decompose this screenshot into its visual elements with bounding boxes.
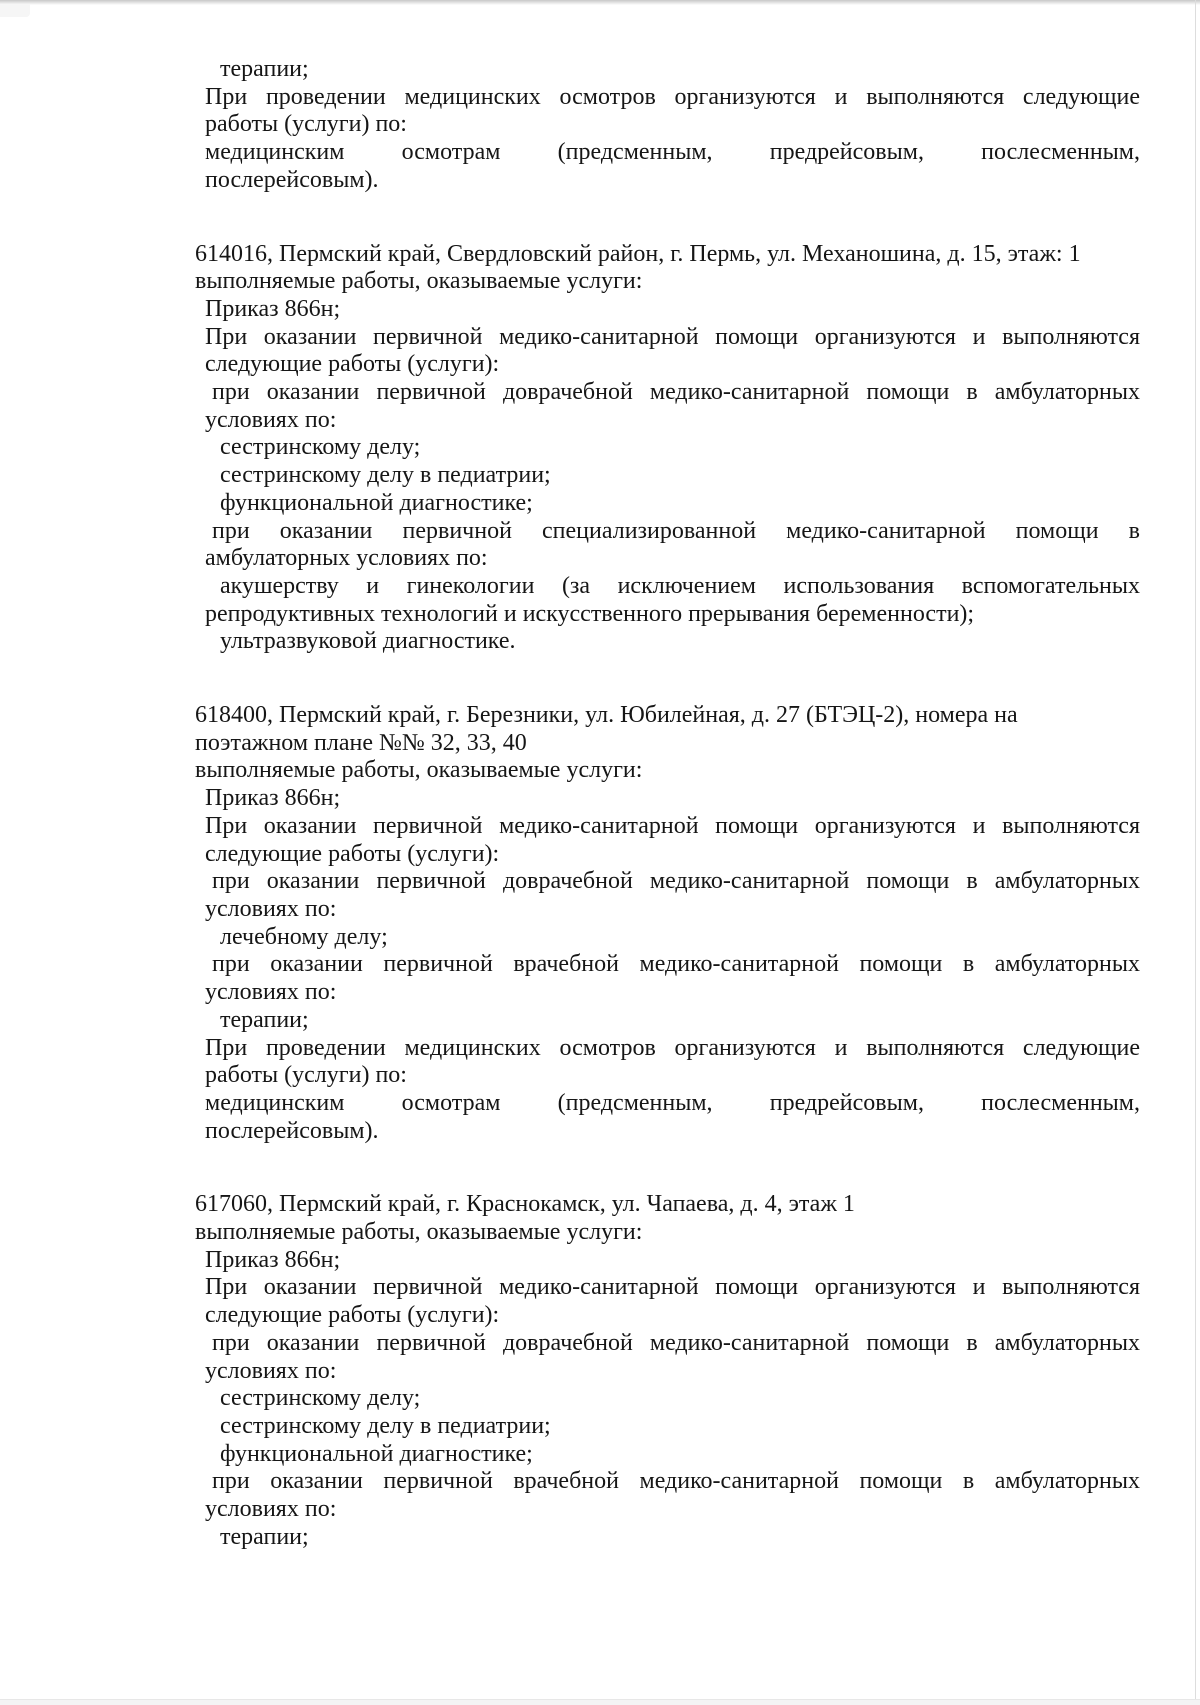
text-line: послерейсовым). xyxy=(205,166,379,193)
text-line: сестринскому делу в педиатрии; xyxy=(220,1412,551,1439)
text-line: амбулаторных условиях по: xyxy=(205,545,488,572)
text-line: акушерству и гинекологии (за исключением использования вспомогательных xyxy=(220,572,1140,599)
text-line: При проведении медицинских осмотров организуются и выполняются следующие xyxy=(205,1034,1140,1061)
text-line: условиях по: xyxy=(205,1357,337,1384)
text-line: терапии; xyxy=(220,1523,309,1550)
text-line: поэтажном плане №№ 32, 33, 40 xyxy=(195,729,527,756)
previous-site-services-continuation xyxy=(193,56,1140,195)
text-line: условиях по: xyxy=(205,1496,337,1523)
text-line: послерейсовым). xyxy=(205,1117,379,1144)
text-line: Приказ 866н; xyxy=(205,295,341,322)
text-line: при оказании первичной доврачебной медико-санитарной помощи в амбулаторных xyxy=(212,379,1140,406)
text-line: условиях по: xyxy=(205,406,337,433)
text-line: ультразвуковой диагностике. xyxy=(220,628,516,655)
text-line: при оказании первичной доврачебной медико-санитарной помощи в амбулаторных xyxy=(212,1329,1140,1356)
text-line: лечебному делу; xyxy=(220,923,388,950)
text-line: при оказании первичной специализированной медико-санитарной помощи в xyxy=(212,517,1140,544)
text-line: выполняемые работы, оказываемые услуги: xyxy=(195,1219,643,1246)
text-line: 618400, Пермский край, г. Березники, ул. Юбилейная, д. 27 (БТЭЦ-2), номера на xyxy=(195,702,1018,729)
site-618400 xyxy=(193,702,1140,1145)
text-line: сестринскому делу; xyxy=(220,434,421,461)
text-line: работы (услуги) по: xyxy=(205,1062,407,1089)
text-line: 617060, Пермский край, г. Краснокамск, ул. Чапаева, д. 4, этаж 1 xyxy=(195,1191,855,1218)
text-line: выполняемые работы, оказываемые услуги: xyxy=(195,268,643,295)
text-line: репродуктивных технологий и искусственного прерывания беременности); xyxy=(205,600,975,627)
top-edge-strip xyxy=(0,0,1200,5)
text-line: медицинским осмотрам (предсменным, предрейсовым, послесменным, xyxy=(205,139,1140,166)
text-line: следующие работы (услуги): xyxy=(205,840,500,867)
text-line: работы (услуги) по: xyxy=(205,111,407,138)
text-line: условиях по: xyxy=(205,895,337,922)
text-line: функциональной диагностике; xyxy=(220,489,533,516)
text-line: сестринскому делу; xyxy=(220,1385,421,1412)
page-edge-line xyxy=(1195,0,1196,1705)
text-line: следующие работы (услуги): xyxy=(205,1302,500,1329)
text-line: При проведении медицинских осмотров организуются и выполняются следующие xyxy=(205,83,1140,110)
site-617060 xyxy=(193,1191,1140,1551)
text-line: следующие работы (услуги): xyxy=(205,351,500,378)
site-614016 xyxy=(193,241,1140,657)
text-line: при оказании первичной врачебной медико-санитарной помощи в амбулаторных xyxy=(212,951,1140,978)
bottom-edge-strip xyxy=(0,1699,1200,1705)
text-line: условиях по: xyxy=(205,979,337,1006)
text-line: при оказании первичной доврачебной медико-санитарной помощи в амбулаторных xyxy=(212,868,1140,895)
text-line: функциональной диагностике; xyxy=(220,1440,533,1467)
text-line: 614016, Пермский край, Свердловский район, г. Пермь, ул. Механошина, д. 15, этаж: 1 xyxy=(195,240,1081,267)
text-line: сестринскому делу в педиатрии; xyxy=(220,462,551,489)
text-line: при оказании первичной врачебной медико-санитарной помощи в амбулаторных xyxy=(212,1468,1140,1495)
text-line: медицинским осмотрам (предсменным, предрейсовым, послесменным, xyxy=(205,1089,1140,1116)
text-line: терапии; xyxy=(220,56,309,82)
text-line: Приказ 866н; xyxy=(205,785,341,812)
document-body xyxy=(193,56,1140,1551)
text-line: терапии; xyxy=(220,1006,309,1033)
text-line: выполняемые работы, оказываемые услуги: xyxy=(195,757,643,784)
text-line: При оказании первичной медико-санитарной помощи организуются и выполняются xyxy=(205,1274,1140,1301)
text-line: Приказ 866н; xyxy=(205,1246,341,1273)
text-line: При оказании первичной медико-санитарной помощи организуются и выполняются xyxy=(205,323,1140,350)
text-line: При оказании первичной медико-санитарной помощи организуются и выполняются xyxy=(205,812,1140,839)
top-left-corner-tab xyxy=(0,4,30,17)
